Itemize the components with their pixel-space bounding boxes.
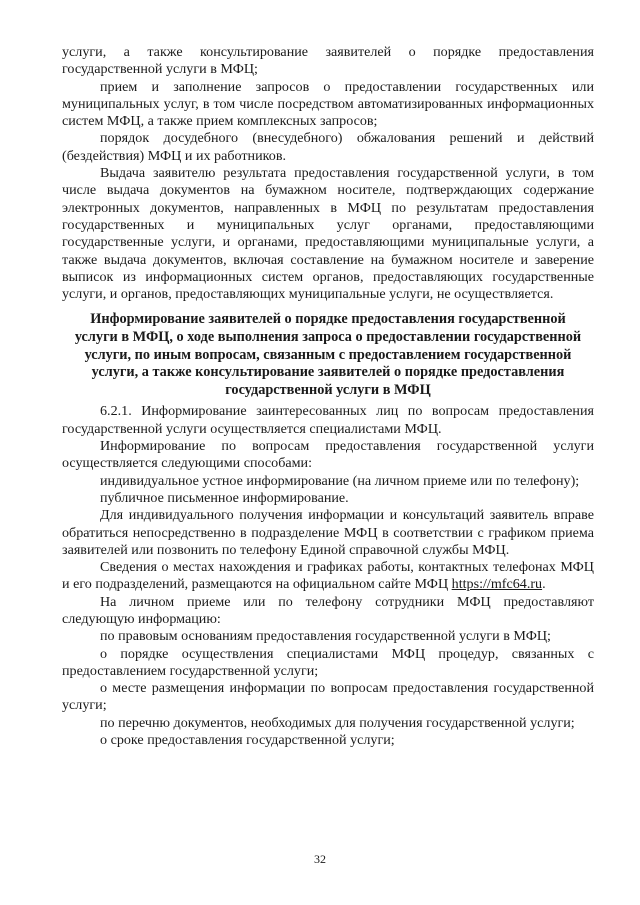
website-paragraph-text: Сведения о местах нахождения и графиках работы, контактных телефонах МФЦ и его подразделений, размещаются на официальном сайте МФЦ	[62, 559, 594, 593]
website-link[interactable]: https://mfc64.ru	[451, 576, 543, 593]
paragraph: Для индивидуального получения информации и консультаций заявитель вправе обратиться непосредственно в подразделение МФЦ в соответствии с графиком приема заявителей или позвонить по телефону Единой справочной службы МФЦ.	[62, 507, 594, 558]
paragraph: услуги, а также консультирование заявителей о порядке предоставления государственной услуги в МФЦ;	[62, 44, 594, 78]
page-number: 32	[314, 852, 326, 866]
list-item: по перечню документов, необходимых для получения государственной услуги;	[100, 714, 575, 731]
paragraph: Информирование по вопросам предоставления государственной услуги осуществляется следующими способами:	[62, 438, 594, 472]
website-paragraph	[62, 559, 594, 594]
section-heading: Информирование заявителей о порядке предоставления государственной услуги в МФЦ, о ходе выполнения запроса о предоставлении государственной услуги, по иным вопросам, связанным с предоставлением государственной услуги, а также консультирование заявителей о порядке предоставления государственной услуги в МФЦ	[74, 311, 582, 398]
document-page	[62, 44, 594, 749]
paragraph: индивидуальное устное информирование (на личном приеме или по телефону);	[100, 472, 580, 489]
paragraph: публичное письменное информирование.	[100, 489, 349, 506]
paragraph: Выдача заявителю результата предоставления государственной услуги, в том числе выдача документов на бумажном носителе, подтверждающих содержание электронных документов, направленных в МФЦ по результатам предоставления государственных и муниципальных услуг органами, предоставляющими государственные услуги, и органами, предоставляющими муниципальные услуги, а также выдача документов, включая составление на бумажном носителе и заверение выписок из информационных систем органов, предоставляющих государственные услуги, и органов, предоставляющих муниципальные услуги, не осуществляется.	[62, 165, 594, 303]
paragraph: 6.2.1. Информирование заинтересованных лиц по вопросам предоставления государственной услуги осуществляется специалистами МФЦ.	[62, 403, 594, 437]
list-item: о сроке предоставления государственной услуги;	[100, 732, 395, 749]
list-item: по правовым основаниям предоставления государственной услуги в МФЦ;	[100, 628, 551, 645]
paragraph: порядок досудебного (внесудебного) обжалования решений и действий (бездействия) МФЦ и их работников.	[62, 130, 594, 164]
list-item: о порядке осуществления специалистами МФЦ процедур, связанных с предоставлением государственной услуги;	[62, 645, 594, 679]
website-paragraph-trailing: .	[542, 576, 546, 593]
paragraph: На личном приеме или по телефону сотрудники МФЦ предоставляют следующую информацию:	[62, 593, 594, 627]
paragraph: прием и заполнение запросов о предоставлении государственных или муниципальных услуг, в том числе посредством автоматизированных информационных систем МФЦ, а также прием комплексных запросов;	[62, 78, 594, 130]
list-item: о месте размещения информации по вопросам предоставления государственной услуги;	[62, 680, 594, 714]
